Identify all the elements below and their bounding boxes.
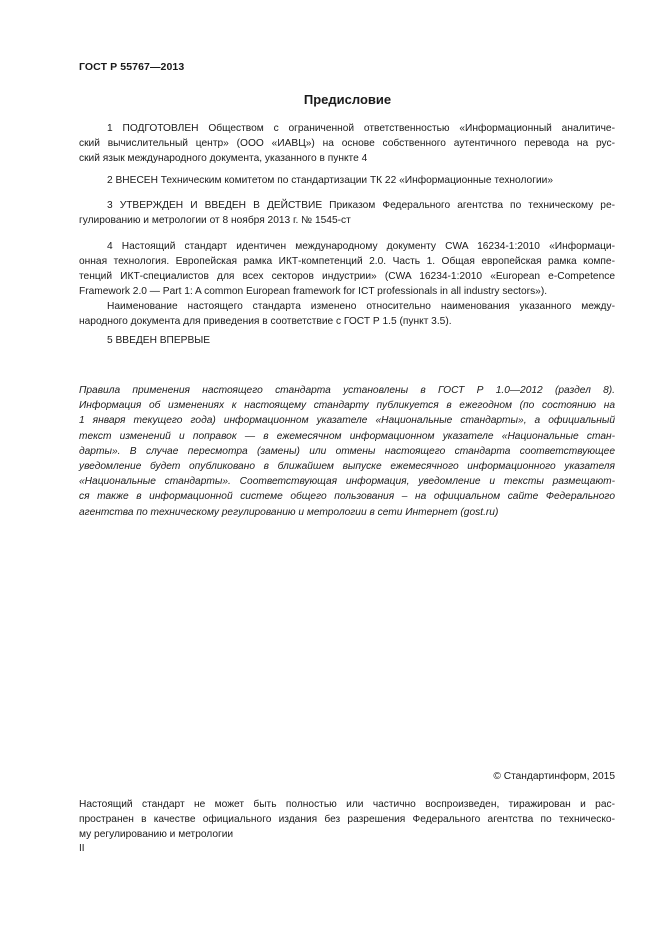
paragraph-line: 3 УТВЕРЖДЕН И ВВЕДЕН В ДЕЙСТВИЕ Приказом Федерального агентства по техническому ре- <box>107 200 615 211</box>
page-number: II <box>79 843 85 854</box>
paragraph-line: 5 ВВЕДЕН ВПЕРВЫЕ <box>107 335 211 346</box>
paragraph-2 <box>79 173 615 188</box>
paragraph-line: гулированию и метрологии от 8 ноября 2013 г. № 1545-ст <box>79 215 351 226</box>
notice-line: «Национальные стандарты». Соответствующая информация, уведомление и тексты размещают- <box>79 476 615 488</box>
paragraph-5 <box>79 333 615 348</box>
paragraph-line: онная технология. Европейская рамка ИКТ-компетенций 2.0. Часть 1. Общая европейская рамка компе- <box>79 256 615 267</box>
notice-line: 1 января текущего года) информационном указателе «Национальные стандарты», а официальный <box>79 415 615 427</box>
footer-line: Настоящий стандарт не может быть полностью или частично воспроизведен, тиражирован и рас- <box>79 799 615 810</box>
paragraph-line: народного документа для приведения в соответствие с ГОСТ Р 1.5 (пункт 3.5). <box>79 316 452 327</box>
notice-line: ся также в информационной системе общего пользования – на официальном сайте Федерального <box>79 491 615 503</box>
notice-line: уведомление будет опубликовано в ближайшем выпуске ежемесячного информационного указателя <box>79 461 615 473</box>
notice-line: текст изменений и поправок — в ежемесячном информационном указателе «Национальные стан- <box>79 430 615 442</box>
copyright-notice: © Стандартинформ, 2015 <box>493 771 615 782</box>
footer-line: пространен в качестве официального издания без разрешения Федерального агентства по техническо- <box>79 814 615 825</box>
paragraph-line: 4 Настоящий стандарт идентичен международному документу CWA 16234-1:2010 «Информаци- <box>107 241 615 252</box>
paragraph-4 <box>79 239 615 329</box>
notice-line: Информация об изменениях к настоящему стандарту публикуется в ежегодном (по состоянию на <box>79 400 615 412</box>
paragraph-3 <box>79 198 615 228</box>
paragraph-line: ский вычислительный центр» (ООО «ИАВЦ») на основе собственного аутентичного перевода на рус- <box>79 138 615 149</box>
footer-line: му регулированию и метрологии <box>79 829 234 840</box>
notice-line: Правила применения настоящего стандарта установлены в ГОСТ Р 1.0—2012 (раздел 8). <box>79 385 615 396</box>
notice-line: агентства по техническому регулированию и метрологии в сети Интернет (gost.ru) <box>79 506 499 518</box>
paragraph-line: 1 ПОДГОТОВЛЕН Обществом с ограниченной ответственностью «Информационный аналитиче- <box>107 123 615 134</box>
paragraph-line: 2 ВНЕСЕН Техническим комитетом по стандартизации ТК 22 «Информационные технологии» <box>107 175 553 186</box>
paragraph-line: Наименование настоящего стандарта изменено относительно наименования указанного между- <box>107 301 615 312</box>
reproduction-notice <box>79 797 615 842</box>
paragraph-line: тенций ИКТ-специалистов для всех секторов индустрии» (CWA 16234-1:2010 «European e-Competence <box>79 271 615 282</box>
paragraph-line: ский язык международного документа, указанного в пункте 4 <box>79 153 368 164</box>
paragraph-line: Framework 2.0 — Part 1: A common European framework for ICT professionals in all industry sectors»). <box>79 286 548 297</box>
section-title: Предисловие <box>303 92 392 107</box>
notice-line: дарты». В случае пересмотра (замены) или отмены настоящего стандарта соответствующее <box>79 445 615 457</box>
paragraph-1 <box>79 121 615 166</box>
standard-code: ГОСТ Р 55767—2013 <box>79 61 185 73</box>
standard-application-notice <box>79 383 615 520</box>
